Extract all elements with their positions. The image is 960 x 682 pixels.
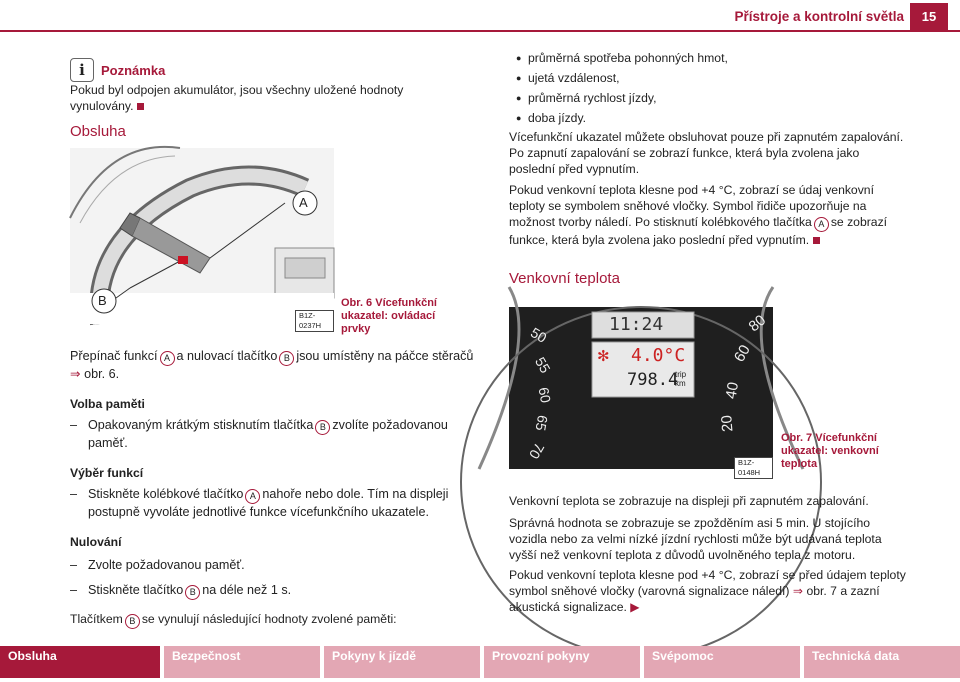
- figure-7-code: B1Z-0148H: [734, 457, 773, 479]
- memory-item: Opakovaným krátkým stisknutím tlačítka B zvolíte požadovanou paměť.: [88, 418, 448, 450]
- paragraph-delay: Správná hodnota se zobrazuje se zpožděním asi 5 min. U stojícího vozidla nebo za velmi nízké jízdní rychlosti může být udávaná teplota vyšší než venkovní teplota z důvodů uvolněného tepla z motoru.: [509, 516, 882, 562]
- page-number: 15: [910, 3, 948, 30]
- button-b-marker: B: [185, 585, 200, 600]
- figure-6-reference[interactable]: obr. 6.: [84, 367, 120, 381]
- note-text: Pokud byl odpojen akumulátor, jsou všechny uložené hodnoty vynulovány.: [70, 83, 404, 113]
- button-a-marker: A: [160, 351, 175, 366]
- functions-heading: Výběr funkcí: [70, 466, 144, 480]
- footer-nav: [0, 646, 960, 678]
- chapter-title: Přístroje a kontrolní světla: [734, 9, 904, 24]
- figure-6-caption: [341, 297, 466, 336]
- reference-arrow-icon: ⇒: [792, 584, 804, 598]
- figure-6-caption-text: Vícefunkční ukazatel: ovládací prvky: [341, 297, 437, 335]
- note-title: Poznámka: [101, 63, 166, 78]
- footer-tab-svepomoc[interactable]: Svépomoc: [644, 646, 804, 678]
- clock-readout: 11:24: [609, 314, 664, 335]
- speed-tick: 20: [718, 414, 737, 433]
- memory-heading: Volba paměti: [70, 397, 145, 411]
- dash-4: –: [70, 583, 78, 597]
- paragraph-operation: Vícefunkční ukazatel můžete obsluhovat pouze při zapnutém zapalování. Po zapnutí zapalování se zobrazí funkce, která byla zvolena jako poslední před vypnutím.: [509, 130, 904, 176]
- figure-6-label-b: B: [98, 293, 107, 308]
- paragraph-display: Venkovní teplota se zobrazuje na displeji při zapnutém zapalování.: [509, 494, 869, 508]
- figure-7-caption: [781, 432, 901, 471]
- trip-readout: 798.4: [627, 370, 679, 390]
- figure-6-image: [70, 148, 334, 330]
- figure-6-label-a: A: [299, 195, 308, 210]
- reset-item-2: Stiskněte tlačítko B na déle než 1 s.: [88, 582, 291, 600]
- info-icon: i: [70, 58, 94, 82]
- footer-tab-technicka-data[interactable]: Technická data: [812, 649, 900, 663]
- list-item: ● průměrná rychlost jízdy,: [528, 90, 728, 106]
- footer-tab-bezpecnost[interactable]: Bezpečnost: [164, 646, 324, 678]
- paragraph-acoustic: Pokud venkovní teplota klesne pod +4 °C, zobrazí se před údajem teploty symbol sněhové vločky (varovná signalizace náledí) ⇒ obr. 7 a zazní akustická signalizace. ▶: [509, 568, 906, 614]
- reset-heading: Nulování: [70, 535, 122, 549]
- paragraph-ice-warning: Pokud venkovní teplota klesne pod +4 °C, zobrazí se údaj venkovní teploty se symbolem sněhové vločky. Symbol řidiče upozorňuje na možnost tvorby náledí. Po stisknutí kolébkového tlačítka A se zobrazí funkce, která byla zvolena jako poslední před vypnutím.: [509, 183, 888, 247]
- reset-item-1: Zvolte požadovanou paměť.: [88, 558, 245, 572]
- section-title-obsluha: Obsluha: [70, 123, 126, 140]
- list-item: ● doba jízdy.: [528, 110, 728, 126]
- bullet-list: [528, 50, 728, 126]
- section-title-outside-temperature: Venkovní teplota: [509, 270, 620, 287]
- intro-paragraph: Přepínač funkcí A a nulovací tlačítko B jsou umístěny na páčce stěračů ⇒ obr. 6.: [70, 349, 474, 381]
- list-item: ● ujetá vzdálenost,: [528, 70, 728, 86]
- header-rule: [0, 30, 960, 32]
- speed-tick: 70: [525, 440, 548, 462]
- functions-item: Stiskněte kolébkové tlačítko A nahoře nebo dole. Tím na displeji postupně vyvoláte jednotlivé funkce vícefunkčního ukazatele.: [88, 487, 449, 519]
- trip-unit: trip km: [675, 370, 687, 388]
- reset-values-intro: Tlačítkem B se vynulují následující hodnoty zvolené paměti:: [70, 611, 397, 629]
- speed-tick: 65: [532, 413, 552, 433]
- figure-6-caption-number: Obr. 6: [341, 297, 373, 309]
- list-item: ● průměrná spotřeba pohonných hmot,: [528, 50, 728, 66]
- figure-7-reference[interactable]: obr. 7: [806, 584, 837, 598]
- figure-6-code: B1Z-0237H: [295, 310, 334, 332]
- end-mark-icon: [813, 237, 820, 244]
- speed-tick: 40: [722, 380, 743, 401]
- button-b-marker: B: [125, 614, 140, 629]
- figure-7-caption-number: Obr. 7: [781, 432, 813, 444]
- continue-arrow-icon: ▶: [630, 600, 640, 614]
- end-mark-icon: [137, 103, 144, 110]
- button-a-marker: A: [814, 217, 829, 232]
- snowflake-icon: ✻: [597, 348, 610, 365]
- speed-tick: 60: [535, 385, 555, 405]
- button-b-marker: B: [315, 420, 330, 435]
- footer-tab-pokyny-k-jizde[interactable]: Pokyny k jízdě: [324, 646, 484, 678]
- speed-tick: 80: [745, 311, 770, 336]
- speed-tick: 50: [528, 324, 550, 346]
- temperature-readout: 4.0°C: [631, 345, 686, 366]
- button-a-marker: A: [245, 489, 260, 504]
- speed-tick: 60: [730, 342, 754, 365]
- dash-2: –: [70, 487, 78, 501]
- figure-7-caption-text: Vícefunkční ukazatel: venkovní teplota: [781, 432, 879, 470]
- speed-tick: 55: [531, 354, 554, 376]
- footer-tab-provozni-pokyny[interactable]: Provozní pokyny: [484, 646, 644, 678]
- dash-3: –: [70, 558, 78, 572]
- figure-7-image: [509, 307, 773, 477]
- footer-tab-obsluha[interactable]: Obsluha: [0, 646, 164, 678]
- button-b-marker: B: [279, 351, 294, 366]
- dash-1: –: [70, 418, 78, 432]
- reference-arrow-icon: ⇒: [70, 367, 81, 381]
